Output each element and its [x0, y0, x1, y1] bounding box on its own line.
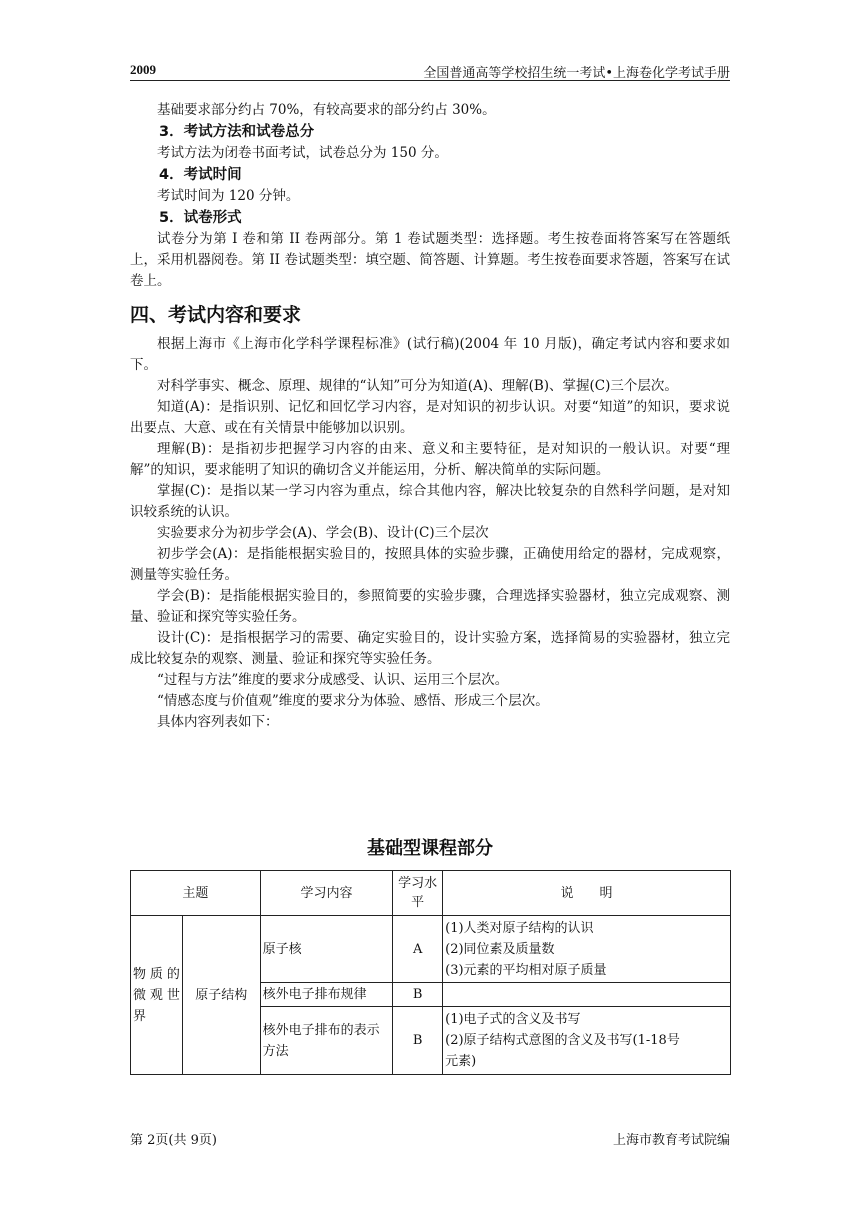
paragraph: 实验要求分为初步学会(A)、学会(B)、设计(C)三个层次 [157, 525, 489, 541]
level-cell: B [393, 1007, 443, 1075]
content-cell: 原子核 [260, 916, 393, 983]
document-body [130, 100, 730, 733]
description-line: (2)同位素及质量数 [445, 941, 555, 957]
header-topic: 主题 [131, 871, 261, 916]
level-cell: A [393, 916, 443, 983]
description-cell [443, 916, 731, 983]
header-content: 学习内容 [260, 871, 393, 916]
section-heading: 5．试卷形式 [159, 210, 242, 226]
paragraph: 设计(C)：是指根据学习的需要、确定实验目的，设计实验方案，选择简易的实验器材，独立完成比较复杂的观察、测量、验证和探究等实验任务。 [130, 630, 730, 667]
level-cell: B [393, 983, 443, 1007]
topic-main-cell: 物质的微观世界 [131, 916, 183, 1075]
description-line: 元素) [445, 1054, 477, 1069]
curriculum-table [130, 870, 731, 1075]
paragraph: 知道(A)：是指识别、记忆和回忆学习内容，是对知识的初步认识。对要“知道”的知识，要求说出要点、大意、或在有关情景中能够加以识别。 [130, 399, 730, 436]
page-number: 第 2页(共 9页) [130, 1133, 217, 1148]
paragraph: 考试时间为 120 分钟。 [157, 188, 300, 204]
paragraph: 基础要求部分约占 70%，有较高要求的部分约占 30%。 [157, 102, 496, 118]
description-line: (2)原子结构式意图的含义及书写(1-18号 [445, 1033, 680, 1048]
header-level: 学习水平 [393, 871, 443, 916]
table-header-row [131, 871, 731, 916]
paragraph: 掌握(C)：是指以某一学习内容为重点，综合其他内容，解决比较复杂的自然科学问题，是对知识较系统的认识。 [130, 483, 730, 520]
header-year: 2009 [130, 62, 156, 77]
content-cell: 核外电子排布的表示方法 [260, 1007, 393, 1075]
description-cell [443, 1007, 731, 1075]
description-cell [443, 983, 731, 1007]
paragraph: 具体内容列表如下： [157, 714, 279, 730]
chapter-heading: 四、考试内容和要求 [130, 304, 302, 326]
paragraph: 试卷分为第 I 卷和第 II 卷两部分。第 1 卷试题类型：选择题。考生按卷面将答案写在答题纸上，采用机器阅卷。第 II 卷试题类型：填空题、简答题、计算题。考生按卷面要求答题，答案写在试卷上。 [130, 231, 730, 289]
paragraph: 理解(B)：是指初步把握学习内容的由来、意义和主要特征，是对知识的一般认识。对要“理解”的知识，要求能明了知识的确切含义并能运用，分析、解决简单的实际问题。 [130, 441, 730, 478]
header-title: 全国普通高等学校招生统一考试•上海卷化学考试手册 [423, 66, 730, 81]
table-row [131, 916, 731, 983]
description-line: (1)电子式的含义及书写 [445, 1012, 581, 1027]
paragraph: “过程与方法”维度的要求分成感受、认识、运用三个层次。 [157, 672, 509, 688]
paragraph: 学会(B)：是指能根据实验目的，参照简要的实验步骤，合理选择实验器材，独立完成观察、测量、验证和探究等实验任务。 [130, 588, 730, 625]
paragraph: 初步学会(A)：是指能根据实验目的，按照具体的实验步骤，正确使用给定的器材，完成观察，测量等实验任务。 [130, 546, 730, 583]
publisher: 上海市教育考试院编 [612, 1133, 730, 1148]
paragraph: “情感态度与价值观”维度的要求分为体验、感悟、形成三个层次。 [157, 693, 549, 709]
header-description: 说 明 [443, 871, 731, 916]
topic-sub-cell: 原子结构 [182, 916, 260, 1075]
page-header [130, 60, 730, 81]
content-cell: 核外电子排布规律 [260, 983, 393, 1007]
section-heading: 3．考试方法和试卷总分 [159, 124, 315, 140]
description-line: (3)元素的平均相对原子质量 [445, 962, 607, 978]
paragraph: 根据上海市《上海市化学科学课程标准》(试行稿)(2004 年 10 月版)，确定考试内容和要求如下。 [130, 336, 730, 373]
section-heading: 4．考试时间 [159, 167, 242, 183]
paragraph: 对科学事实、概念、原理、规律的“认知”可分为知道(A)、理解(B)、掌握(C)三个层次。 [157, 378, 678, 394]
paragraph: 考试方法为闭卷书面考试，试卷总分为 150 分。 [157, 145, 448, 161]
description-line: (1)人类对原子结构的认识 [445, 920, 594, 936]
table-title: 基础型课程部分 [367, 838, 493, 859]
